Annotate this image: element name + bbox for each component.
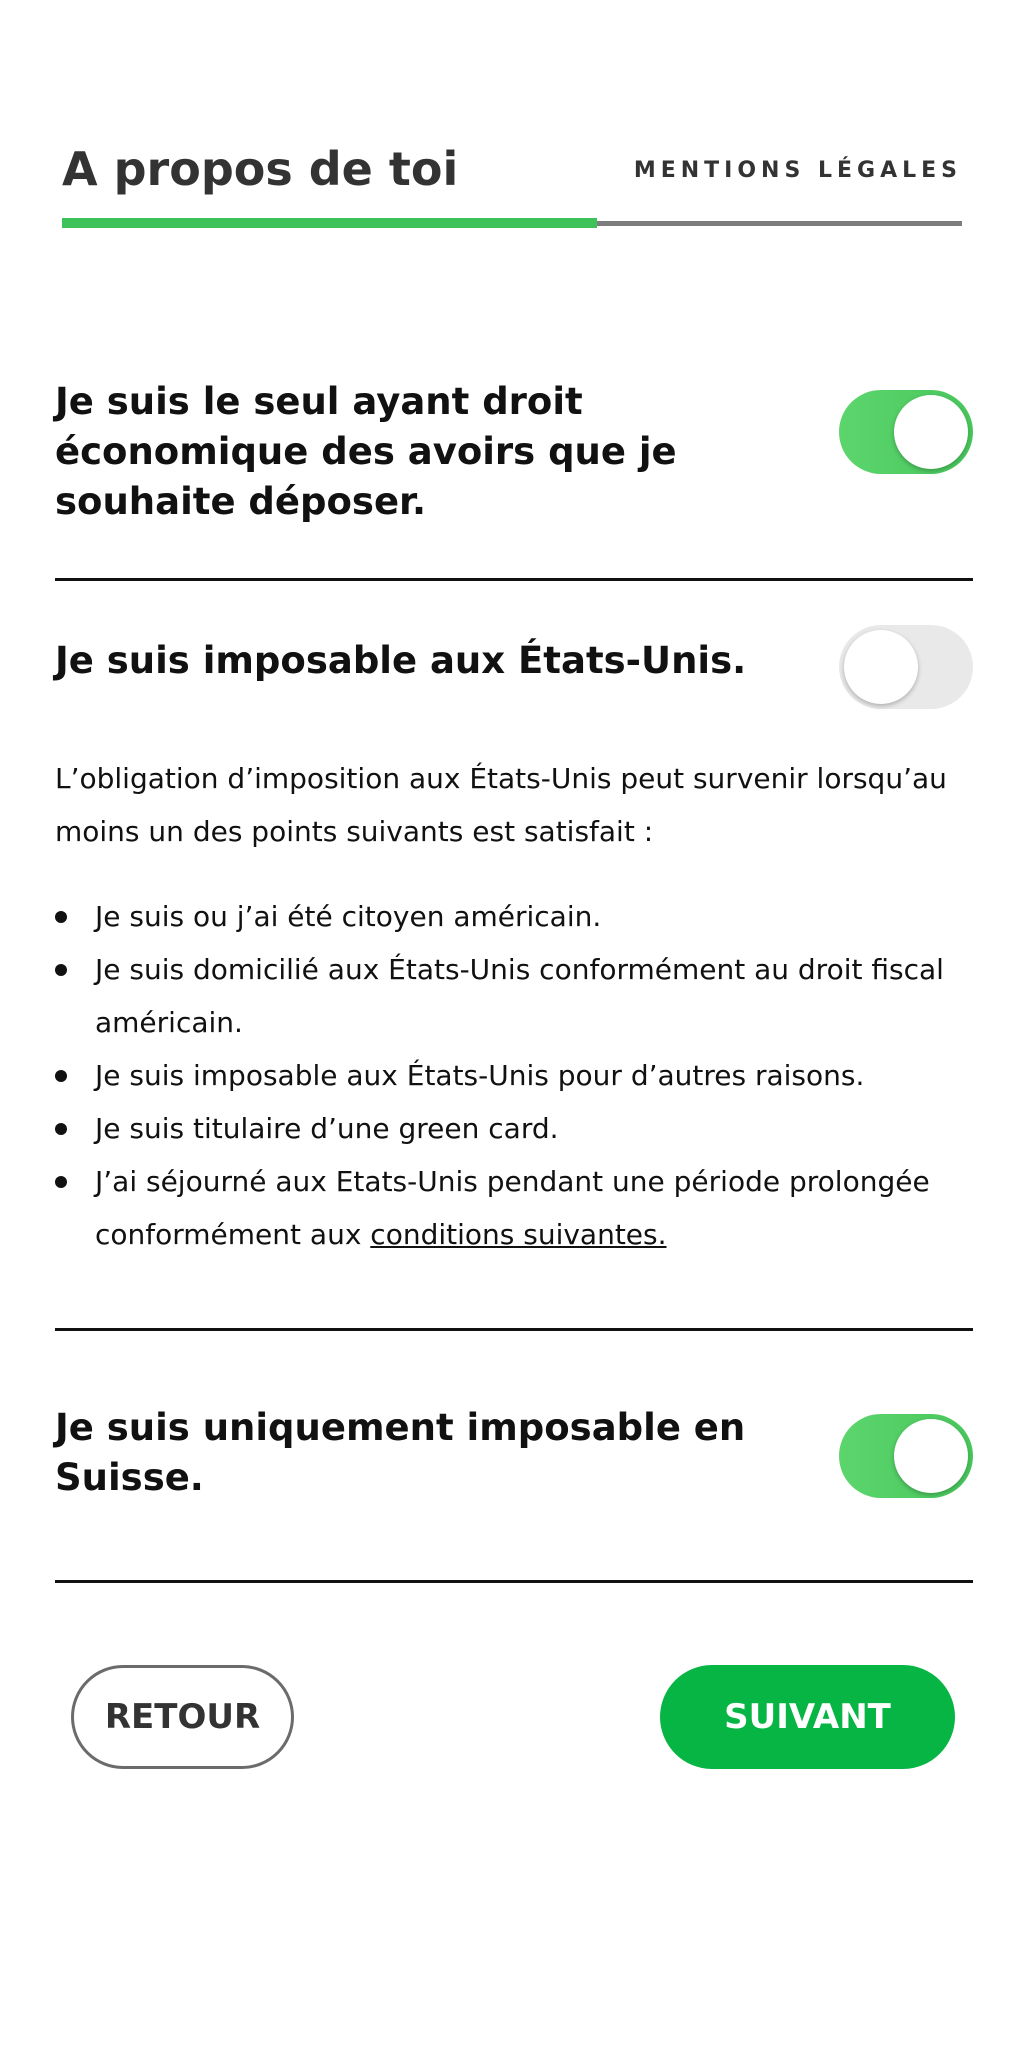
swiss-only-toggle[interactable] xyxy=(839,1414,973,1498)
tab-about-you-label: A propos de toi xyxy=(62,142,459,196)
tab-about-you-indicator xyxy=(62,218,597,228)
section-divider xyxy=(55,1328,973,1331)
tab-legal-notices[interactable] xyxy=(597,138,962,230)
tab-legal-notices-indicator xyxy=(597,221,962,226)
question-swiss-only xyxy=(55,1398,973,1528)
us-tax-explanation: L’obligation d’imposition aux États-Unis peut survenir lorsqu’au moins un des points suivants est satisfait : xyxy=(55,762,947,848)
toggle-knob xyxy=(894,395,968,469)
question-swiss-only-text: Je suis uniquement imposable en Suisse. xyxy=(55,1406,746,1499)
section-divider xyxy=(55,578,973,581)
question-us-taxable xyxy=(55,625,973,725)
us-taxable-toggle[interactable] xyxy=(839,625,973,709)
us-tax-criteria-list xyxy=(55,890,973,1261)
toggle-knob xyxy=(894,1419,968,1493)
list-item: Je suis domicilié aux États-Unis conformément au droit fiscal américain. xyxy=(55,943,973,1049)
list-item: Je suis ou j’ai été citoyen américain. xyxy=(55,890,973,943)
question-us-taxable-text: Je suis imposable aux États-Unis. xyxy=(55,639,747,682)
question-beneficial-owner-text: Je suis le seul ayant droit économique des avoirs que je souhaite déposer. xyxy=(55,380,677,523)
question-beneficial-owner xyxy=(55,372,973,552)
beneficial-owner-toggle[interactable] xyxy=(839,390,973,474)
back-button[interactable]: RETOUR xyxy=(71,1665,294,1769)
conditions-link[interactable]: conditions suivantes. xyxy=(370,1218,667,1251)
toggle-knob xyxy=(844,630,918,704)
list-item-text: J’ai séjourné aux Etats-Unis pendant une période prolongée conformément aux xyxy=(95,1165,930,1251)
tab-about-you[interactable] xyxy=(62,138,597,230)
next-button[interactable]: SUIVANT xyxy=(660,1665,955,1769)
list-item: Je suis titulaire d’une green card. xyxy=(55,1102,973,1155)
section-divider xyxy=(55,1580,973,1583)
list-item: Je suis imposable aux États-Unis pour d’autres raisons. xyxy=(55,1049,973,1102)
progress-tabs xyxy=(62,138,962,230)
list-item xyxy=(55,1155,973,1261)
tab-legal-notices-label: MENTIONS LÉGALES xyxy=(633,158,962,183)
